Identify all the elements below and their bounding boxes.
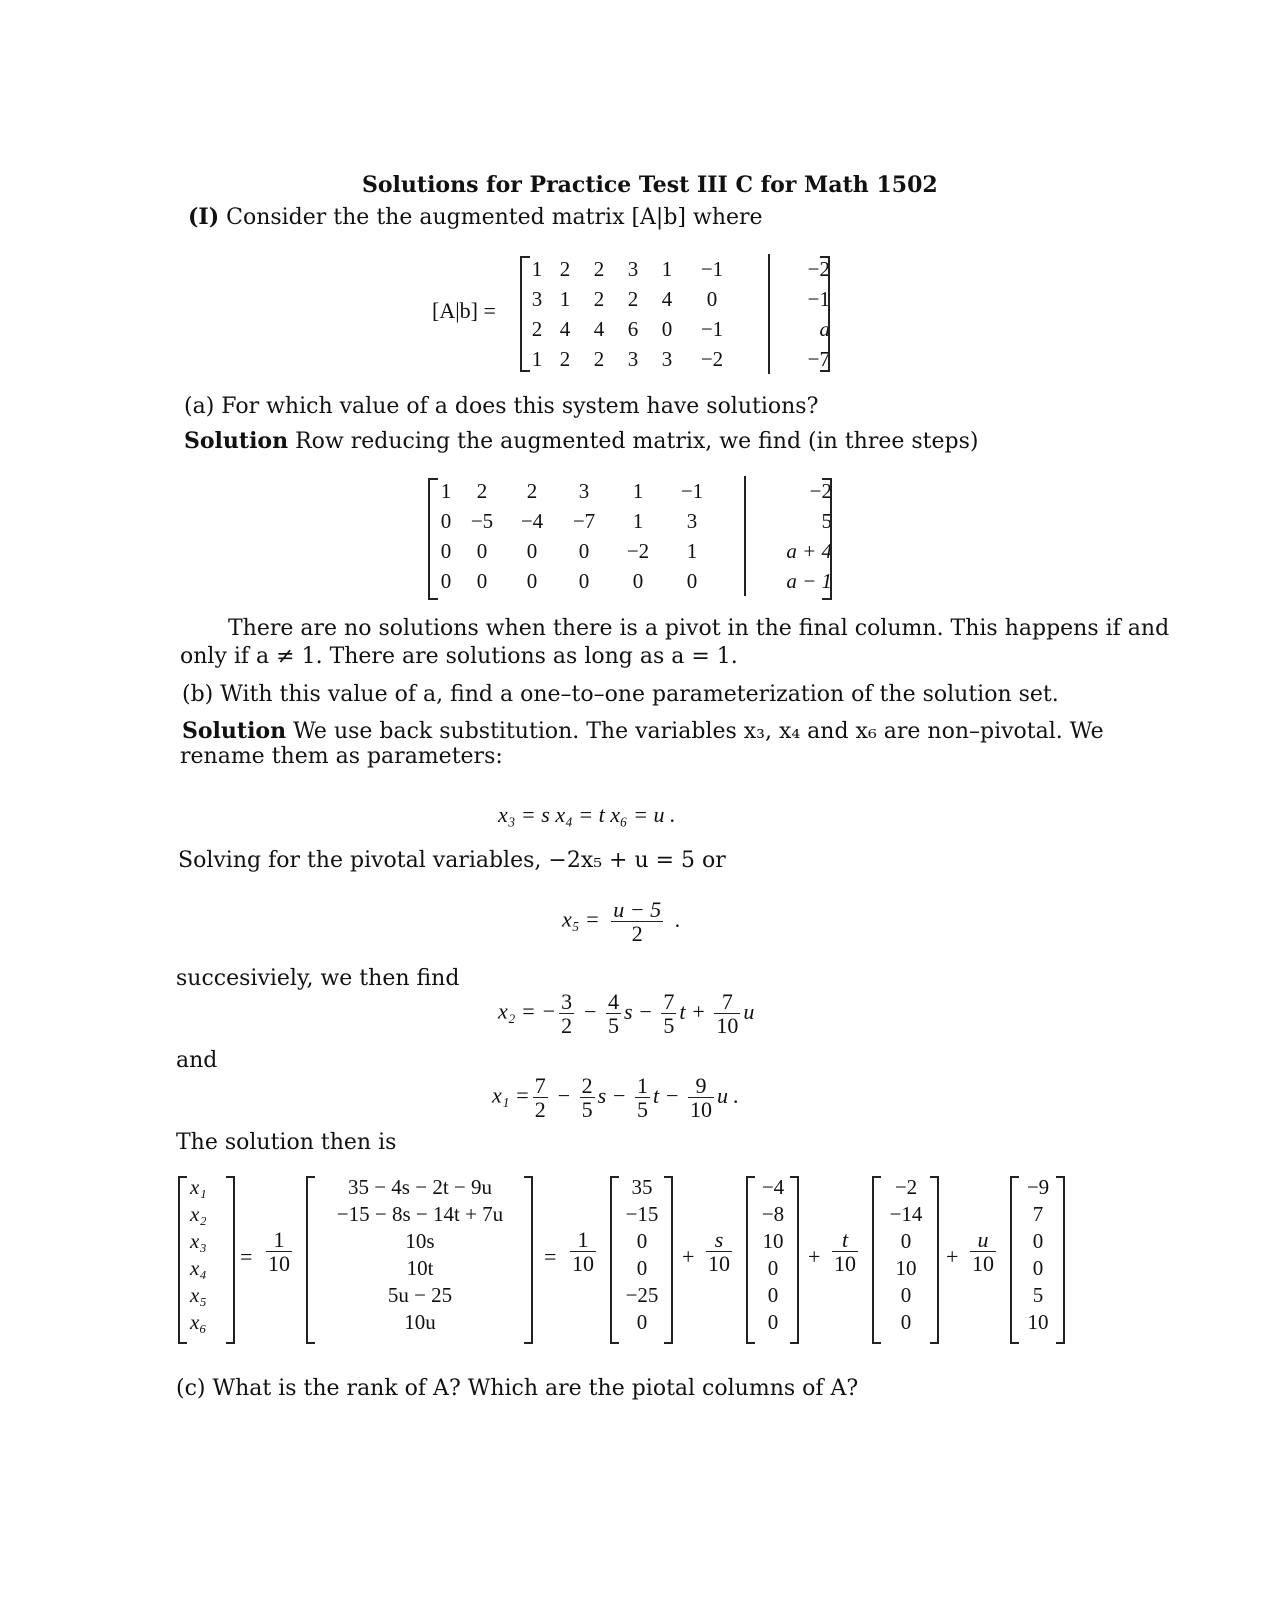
term-suffix: u: [743, 998, 755, 1024]
matrix-cell: 0: [476, 568, 488, 593]
rhs-cell: −1: [807, 286, 830, 311]
rhs-cell: −7: [807, 346, 830, 371]
augment-separator: [718, 566, 745, 596]
matrix-cell: −1: [700, 316, 724, 341]
fraction: [688, 1074, 714, 1121]
augment-separator: [740, 344, 769, 374]
reduced-matrix: [434, 476, 836, 596]
question-c: (c) What is the rank of A? Which are the piotal columns of A?: [176, 1376, 859, 1401]
equals-2: =: [544, 1244, 557, 1269]
matrix-row: [434, 566, 836, 596]
vector-entry: 10s: [405, 1229, 435, 1253]
matrix-cell: 4: [559, 316, 571, 341]
pivot-paragraph-line1: There are no solutions when there is a pivot in the final column. This happens if and: [228, 616, 1170, 641]
vector-entry: −2: [894, 1175, 918, 1199]
matrix-cell: 3: [627, 346, 639, 371]
vector-entry: −8: [761, 1202, 785, 1226]
fraction: [580, 1074, 595, 1121]
vector-entry: 7: [1032, 1202, 1044, 1226]
fraction: [533, 1074, 548, 1121]
augmented-matrix: [526, 254, 834, 374]
vector-entry: −25: [625, 1283, 659, 1307]
part-label: (I): [188, 204, 220, 230]
fraction: [714, 990, 740, 1037]
numerator: 7: [663, 989, 675, 1014]
matrix-cell: 3: [661, 346, 673, 371]
coef-num-2: 1: [570, 1228, 596, 1252]
vector-entry: −9: [1026, 1175, 1050, 1199]
equals-1: =: [240, 1244, 253, 1269]
matrix-row: [526, 344, 834, 374]
matrix-cell: 6: [627, 316, 639, 341]
coef-den-2: 10: [572, 1251, 594, 1277]
vector-entry: x₆: [190, 1310, 207, 1334]
vector-entry: 0: [1032, 1256, 1044, 1280]
matrix-cell: 2: [559, 256, 571, 281]
augment-separator: [718, 536, 745, 566]
numerator: 1: [637, 1073, 649, 1098]
numerator: 2: [581, 1073, 593, 1098]
s-num: s: [706, 1228, 732, 1252]
vector-entry: 10u: [404, 1310, 436, 1334]
solution-text: The solution then is: [176, 1130, 397, 1155]
matrix-cell: 1: [632, 478, 644, 503]
vector-entry: 0: [767, 1256, 779, 1280]
matrix-right-bracket: [820, 256, 830, 372]
rhs-cell: 5: [821, 508, 832, 533]
vector-entry: x₃: [190, 1229, 207, 1253]
matrix-cell: −1: [700, 256, 724, 281]
term-suffix: −: [550, 1082, 577, 1108]
denominator: 10: [716, 1013, 739, 1039]
matrix-cell: 1: [686, 538, 698, 563]
question-b: (b) With this value of a, find a one–to–one parameterization of the solution set.: [182, 682, 1059, 707]
denominator: 2: [534, 1097, 546, 1123]
matrix-cell: 0: [578, 568, 590, 593]
matrix-cell: 1: [632, 508, 644, 533]
denominator: 10: [690, 1097, 713, 1123]
matrix-cell: 3: [627, 256, 639, 281]
expression-vector: [312, 1174, 528, 1336]
vector-entry: x₄: [190, 1256, 207, 1280]
matrix-cell: 3: [531, 286, 543, 311]
successively-text: succesiviely, we then find: [176, 966, 460, 991]
vector-entry: −15: [625, 1202, 659, 1226]
matrix-label: [A|b] =: [432, 298, 496, 323]
reduced-right-bracket: [822, 478, 832, 600]
matrix-cell: 3: [686, 508, 698, 533]
t-den: 10: [834, 1251, 856, 1277]
denominator: 5: [607, 1013, 619, 1039]
matrix-cell: 0: [686, 568, 698, 593]
matrix-cell: 0: [440, 508, 452, 533]
vector-entry: 0: [1032, 1229, 1044, 1253]
solution-label: Solution: [184, 428, 289, 454]
svec-right-bracket: [790, 1176, 799, 1344]
numerator: 7: [714, 990, 740, 1014]
vector-entry: 0: [900, 1310, 912, 1334]
matrix-cell: 2: [593, 256, 605, 281]
matrix-cell: 2: [593, 286, 605, 311]
solution-b-line2: rename them as parameters:: [180, 744, 503, 769]
u-fraction: [970, 1228, 996, 1275]
matrix-cell: 0: [661, 316, 673, 341]
vector-entry: −4: [761, 1175, 785, 1199]
coef-num-1: 1: [266, 1228, 292, 1252]
matrix-cell: 3: [578, 478, 590, 503]
rhs-cell: −2: [807, 256, 830, 281]
expr-right-bracket: [524, 1176, 533, 1344]
u-den: 10: [972, 1251, 994, 1277]
x-vector: [186, 1174, 211, 1336]
vector-entry: 5u − 25: [387, 1283, 453, 1307]
vector-entry: 10: [895, 1256, 917, 1280]
s-den: 10: [708, 1251, 730, 1277]
tvec-right-bracket: [930, 1176, 939, 1344]
denominator: 5: [663, 1013, 675, 1039]
augment-separator: [740, 314, 769, 344]
const-right-bracket: [664, 1176, 673, 1344]
s-vector: [752, 1174, 794, 1336]
x1-equation: [492, 1074, 739, 1121]
numerator: 9: [688, 1074, 714, 1098]
solving-line: Solving for the pivotal variables, −2x₅ + u = 5 or: [178, 848, 726, 873]
denominator: 5: [581, 1097, 593, 1123]
augment-separator: [718, 506, 745, 536]
numerator: 4: [607, 989, 619, 1014]
vector-entry: 0: [636, 1310, 648, 1334]
matrix-cell: 1: [559, 286, 571, 311]
uvec-right-bracket: [1056, 1176, 1065, 1344]
matrix-cell: 2: [526, 478, 538, 503]
question-a: (a) For which value of a does this system have solutions?: [184, 394, 819, 419]
pivot-paragraph-line2: only if a ≠ 1. There are solutions as long as a = 1.: [180, 644, 738, 669]
matrix-cell: 0: [632, 568, 644, 593]
xvec-right-bracket: [226, 1176, 235, 1344]
matrix-cell: 2: [593, 346, 605, 371]
constant-vector: [616, 1174, 668, 1336]
vector-entry: −15 − 8s − 14t + 7u: [336, 1202, 504, 1226]
matrix-cell: 4: [661, 286, 673, 311]
matrix-cell: 0: [578, 538, 590, 563]
matrix-cell: −7: [572, 508, 596, 533]
fraction: [559, 990, 574, 1037]
matrix-cell: −2: [700, 346, 724, 371]
vector-entry: 0: [636, 1229, 648, 1253]
solution-a: [184, 428, 978, 454]
matrix-cell: −5: [470, 508, 494, 533]
solution-a-text: Row reducing the augmented matrix, we find (in three steps): [295, 429, 979, 454]
matrix-cell: 2: [476, 478, 488, 503]
term-suffix: s −: [597, 1082, 633, 1108]
matrix-row: [526, 254, 834, 284]
t-fraction: [832, 1228, 858, 1275]
matrix-cell: −1: [680, 478, 704, 503]
term-suffix: u .: [717, 1082, 740, 1108]
matrix-cell: 0: [440, 538, 452, 563]
matrix-cell: 1: [661, 256, 673, 281]
term-suffix: −: [577, 998, 603, 1024]
denominator: 2: [561, 1013, 573, 1039]
matrix-cell: 1: [531, 256, 543, 281]
matrix-row: [526, 314, 834, 344]
matrix-row: [434, 476, 836, 506]
vector-entry: 35: [631, 1175, 653, 1199]
matrix-cell: 2: [627, 286, 639, 311]
vector-entry: 0: [767, 1283, 779, 1307]
matrix-cell: 0: [526, 568, 538, 593]
matrix-cell: 0: [440, 568, 452, 593]
fraction: [635, 1074, 650, 1121]
vector-entry: 10: [1027, 1310, 1049, 1334]
matrix-cell: 0: [526, 538, 538, 563]
x5-fraction: [611, 898, 663, 945]
matrix-cell: −4: [520, 508, 544, 533]
matrix-cell: 2: [531, 316, 543, 341]
matrix-row: [434, 536, 836, 566]
page-title: Solutions for Practice Test III C for Math 1502: [362, 172, 938, 198]
fraction: [606, 990, 621, 1037]
rhs-cell: −2: [809, 478, 832, 503]
matrix-cell: 0: [476, 538, 488, 563]
plus-1: +: [682, 1244, 695, 1269]
matrix-row: [526, 284, 834, 314]
vector-entry: 10t: [406, 1256, 434, 1280]
matrix-cell: 2: [559, 346, 571, 371]
numerator: 3: [561, 989, 573, 1014]
x1-lhs: x₁ =: [492, 1082, 530, 1108]
vector-entry: 0: [900, 1283, 912, 1307]
plus-3: +: [946, 1244, 959, 1269]
matrix-row: [434, 506, 836, 536]
vector-entry: 5: [1032, 1283, 1044, 1307]
numerator: 7: [534, 1073, 546, 1098]
vector-entry: 10: [762, 1229, 784, 1253]
augment-separator: [740, 284, 769, 314]
solution-label-b: Solution: [182, 718, 287, 744]
matrix-cell: 1: [440, 478, 452, 503]
vector-entry: 0: [767, 1310, 779, 1334]
solution-b-line1: [182, 718, 1104, 744]
vector-entry: 35 − 4s − 2t − 9u: [347, 1175, 493, 1199]
and-text: and: [176, 1048, 218, 1073]
vector-entry: 0: [900, 1229, 912, 1253]
vector-entry: x₁: [190, 1175, 207, 1199]
augment-separator: [718, 476, 745, 506]
denominator: 5: [637, 1097, 649, 1123]
rhs-cell: a: [819, 316, 830, 341]
coef-den-1: 10: [268, 1251, 290, 1277]
rhs-cell: a + 4: [786, 538, 832, 563]
coef-fraction-1: [266, 1228, 292, 1275]
t-num: t: [832, 1228, 858, 1252]
solution-b-text: We use back substitution. The variables x₃, x₄ and x₆ are non–pivotal. We: [293, 719, 1104, 744]
augment-separator: [740, 254, 769, 284]
plus-2: +: [808, 1244, 821, 1269]
matrix-cell: −2: [626, 538, 650, 563]
part-intro: [188, 204, 763, 230]
parameter-assignments: x₃ = s x₄ = t x₆ = u .: [498, 802, 676, 827]
vector-entry: x₅: [190, 1283, 207, 1307]
term-suffix: t +: [679, 998, 712, 1024]
fraction: [661, 990, 676, 1037]
s-fraction: [706, 1228, 732, 1275]
t-vector: [878, 1174, 934, 1336]
x5-lhs: x₅ =: [562, 906, 600, 932]
matrix-cell: 0: [706, 286, 718, 311]
x2-lhs: x₂ = −: [498, 998, 557, 1024]
vector-entry: 0: [636, 1256, 648, 1280]
x2-equation: [498, 990, 754, 1037]
vector-entry: −14: [889, 1202, 923, 1226]
vector-entry: x₂: [190, 1202, 207, 1226]
u-vector: [1016, 1174, 1060, 1336]
matrix-cell: 4: [593, 316, 605, 341]
rhs-cell: a − 1: [786, 568, 832, 593]
x5-numerator: u − 5: [613, 897, 662, 922]
coef-fraction-2: [570, 1228, 596, 1275]
x5-equation: x₅ = $\frac{u - 5}{2}$ .: [562, 897, 681, 947]
term-suffix: t −: [653, 1082, 686, 1108]
term-suffix: s −: [623, 998, 659, 1024]
x5-denominator: 2: [631, 921, 643, 947]
intro-text: Consider the the augmented matrix [A|b] where: [226, 205, 763, 230]
u-num: u: [970, 1228, 996, 1252]
matrix-cell: 1: [531, 346, 543, 371]
